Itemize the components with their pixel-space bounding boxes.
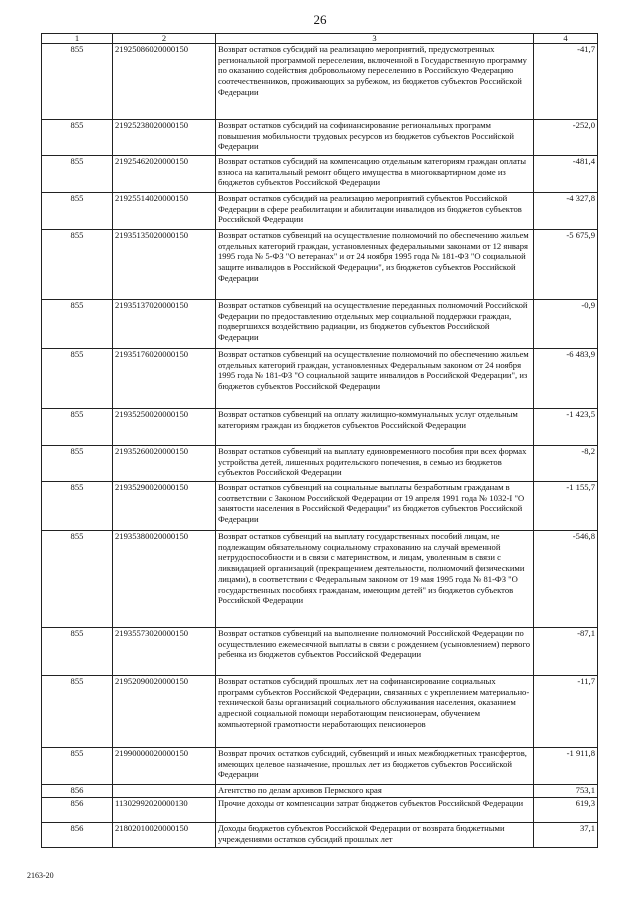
amount: -481,4: [534, 156, 598, 193]
table-row: [42, 785, 598, 798]
table-row: [42, 300, 598, 349]
column-header: 3: [216, 34, 534, 44]
budget-code: 21935380020000150: [113, 531, 216, 628]
admin-code: 856: [42, 785, 113, 798]
admin-code: 855: [42, 482, 113, 531]
table-row: [42, 44, 598, 120]
amount: -41,7: [534, 44, 598, 120]
budget-code: 21935290020000150: [113, 482, 216, 531]
table-body: [42, 44, 598, 848]
table-row: [42, 193, 598, 230]
admin-code: 855: [42, 44, 113, 120]
budget-code: 21925238020000150: [113, 120, 216, 156]
budget-code: 21935573020000150: [113, 628, 216, 676]
description: Возврат остатков субвенций на оплату жилищно-коммунальных услуг отдельным категориям граждан из бюджетов субъектов Российской Федерации: [216, 409, 534, 446]
amount: -1 911,8: [534, 748, 598, 785]
budget-code: 21990000020000150: [113, 748, 216, 785]
description: Агентство по делам архивов Пермского края: [216, 785, 534, 798]
column-header: 1: [42, 34, 113, 44]
table-row: [42, 409, 598, 446]
description: Прочие доходы от компенсации затрат бюджетов субъектов Российской Федерации: [216, 798, 534, 823]
budget-code: [113, 785, 216, 798]
description: Возврат остатков субвенций на выплату государственных пособий лицам, не подлежащим обязательному социальному страхованию на случай временной нетрудоспособности и в связи с материнством, и лицам, уволенным в связи с ликвидацией организаций (прекращением деятельности, полномочий физическими лицами), в соответствии с Федеральным законом от 19 мая 1995 года № 81-ФЗ "О государственных пособиях гражданам, имеющим детей" из бюджетов субъектов Российской Федерации: [216, 531, 534, 628]
description: Возврат остатков субвенций на выполнение полномочий Российской Федерации по осуществлению ежемесячной выплаты в связи с рождением (усыновлением) первого ребенка из бюджетов субъектов Российской Федерации: [216, 628, 534, 676]
table-row: [42, 120, 598, 156]
budget-code: 21935260020000150: [113, 446, 216, 482]
admin-code: 855: [42, 676, 113, 748]
budget-code: 21925462020000150: [113, 156, 216, 193]
amount: -4 327,8: [534, 193, 598, 230]
amount: -11,7: [534, 676, 598, 748]
table-row: [42, 156, 598, 193]
budget-code: 21935176020000150: [113, 349, 216, 409]
description: Возврат остатков субсидий прошлых лет на софинансирование социальных программ субъектов Российской Федерации, связанных с укреплением материально-технической базы организаций социального обслуживания населения, оказанием адресной социальной помощи неработающим пенсионерам, обучением компьютерной грамотности неработающих пенсионеров: [216, 676, 534, 748]
admin-code: 855: [42, 409, 113, 446]
admin-code: 855: [42, 156, 113, 193]
description: Доходы бюджетов субъектов Российской Федерации от возврата бюджетными учреждениями остатков субсидий прошлых лет: [216, 823, 534, 848]
amount: -0,9: [534, 300, 598, 349]
table-row: [42, 482, 598, 531]
document-code: 2163-20: [27, 871, 54, 880]
amount: -5 675,9: [534, 230, 598, 300]
column-header: 2: [113, 34, 216, 44]
description: Возврат остатков субсидий на реализацию мероприятий субъектов Российской Федерации в сфере реабилитации и абилитации инвалидов из бюджетов субъектов Российской Федерации: [216, 193, 534, 230]
amount: -252,0: [534, 120, 598, 156]
budget-code: 21935135020000150: [113, 230, 216, 300]
table-row: [42, 676, 598, 748]
budget-table: [41, 33, 598, 848]
table-row: [42, 798, 598, 823]
amount: -1 155,7: [534, 482, 598, 531]
budget-code: 21935250020000150: [113, 409, 216, 446]
table-row: [42, 748, 598, 785]
table-row: [42, 823, 598, 848]
admin-code: 855: [42, 446, 113, 482]
header-row: [42, 34, 598, 44]
admin-code: 856: [42, 798, 113, 823]
admin-code: 855: [42, 120, 113, 156]
table-header: [42, 34, 598, 44]
description: Возврат остатков субвенций на осуществление переданных полномочий Российской Федерации по предоставлению отдельных мер социальной поддержки граждан, подвергшихся воздействию радиации, из бюджетов субъектов Российской Федерации: [216, 300, 534, 349]
budget-code: 21925086020000150: [113, 44, 216, 120]
page-number: 26: [313, 12, 327, 27]
admin-code: 855: [42, 349, 113, 409]
budget-code: 21952090020000150: [113, 676, 216, 748]
budget-code: 11302992020000130: [113, 798, 216, 823]
table-row: [42, 349, 598, 409]
amount: -546,8: [534, 531, 598, 628]
admin-code: 855: [42, 230, 113, 300]
admin-code: 855: [42, 748, 113, 785]
amount: 753,1: [534, 785, 598, 798]
description: Возврат остатков субсидий на реализацию мероприятий, предусмотренных региональной программой переселения, включенной в Государственную программу по оказанию содействия добровольному переселению в Российскую Федерацию соотечественников, проживающих за рубежом, из бюджетов субъектов Российской Федерации: [216, 44, 534, 120]
description: Возврат прочих остатков субсидий, субвенций и иных межбюджетных трансфертов, имеющих целевое назначение, прошлых лет из бюджетов субъектов Российской Федерации: [216, 748, 534, 785]
description: Возврат остатков субвенций на осуществление полномочий по обеспечению жильем отдельных категорий граждан, установленных Федеральным законом от 24 ноября 1995 года № 181-ФЗ "О социальной защите инвалидов в Российской Федерации", из бюджетов субъектов Российской Федерации: [216, 349, 534, 409]
description: Возврат остатков субвенций на осуществление полномочий по обеспечению жильем отдельных категорий граждан, установленных федеральными законами от 12 января 1995 года № 5-ФЗ "О ветеранах" и от 24 ноября 1995 года № 181-ФЗ "О социальной защите инвалидов в Российской Федерации", из бюджетов субъектов Российской Федерации: [216, 230, 534, 300]
table-row: [42, 531, 598, 628]
amount: -87,1: [534, 628, 598, 676]
description: Возврат остатков субсидий на компенсацию отдельным категориям граждан оплаты взноса на капитальный ремонт общего имущества в многоквартирном доме из бюджетов субъектов Российской Федерации: [216, 156, 534, 193]
budget-code: 21925514020000150: [113, 193, 216, 230]
budget-code: 21935137020000150: [113, 300, 216, 349]
admin-code: 855: [42, 300, 113, 349]
amount: -8,2: [534, 446, 598, 482]
table-row: [42, 628, 598, 676]
table-row: [42, 230, 598, 300]
description: Возврат остатков субсидий на софинансирование региональных программ повышения мобильности трудовых ресурсов из бюджетов субъектов Российской Федерации: [216, 120, 534, 156]
amount: 619,3: [534, 798, 598, 823]
amount: -1 423,5: [534, 409, 598, 446]
amount: 37,1: [534, 823, 598, 848]
amount: -6 483,9: [534, 349, 598, 409]
admin-code: 856: [42, 823, 113, 848]
description: Возврат остатков субвенций на социальные выплаты безработным гражданам в соответствии с Законом Российской Федерации от 19 апреля 1991 года № 1032-I "О занятости населения в Российской Федерации" из бюджетов субъектов Российской Федерации: [216, 482, 534, 531]
admin-code: 855: [42, 531, 113, 628]
admin-code: 855: [42, 193, 113, 230]
table-row: [42, 446, 598, 482]
admin-code: 855: [42, 628, 113, 676]
column-header: 4: [534, 34, 598, 44]
description: Возврат остатков субвенций на выплату единовременного пособия при всех формах устройства детей, лишенных родительского попечения, в семью из бюджетов субъектов Российской Федерации: [216, 446, 534, 482]
budget-code: 21802010020000150: [113, 823, 216, 848]
